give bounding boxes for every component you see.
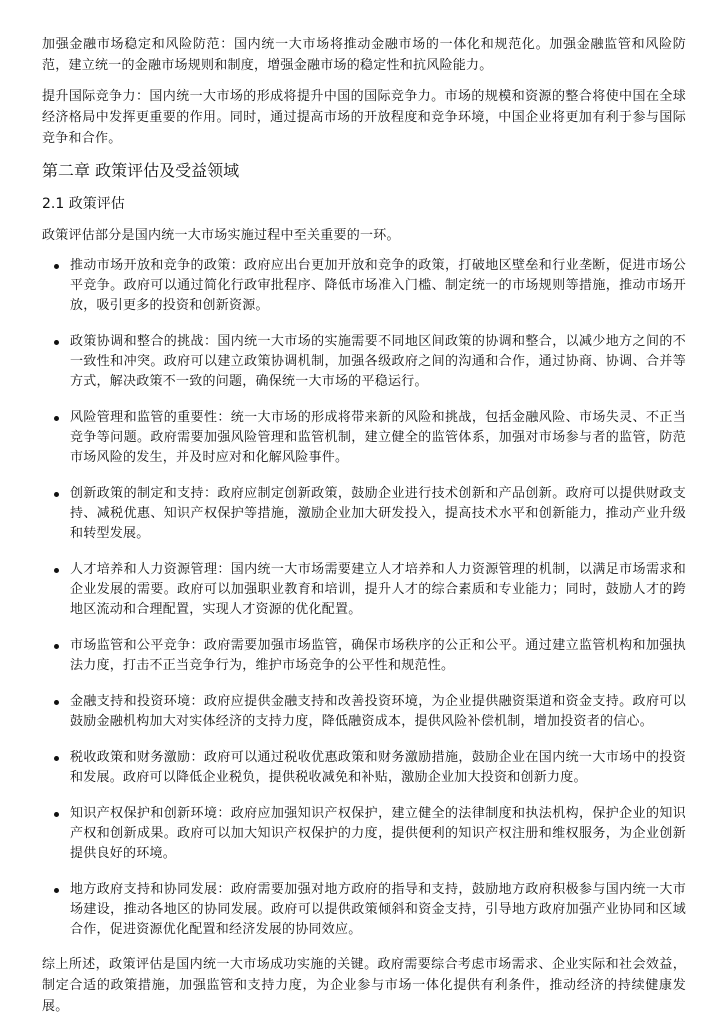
bullet-dot-icon: [54, 340, 59, 345]
list-item-text: 金融支持和投资环境：政府应提供金融支持和改善投资环境，为企业提供融资渠道和资金支持。政府可以鼓励金融机构加大对实体经济的支持力度，降低融资成本，提供风险补偿机制，增加投资者的信心。: [70, 694, 686, 729]
list-item: [42, 408, 686, 468]
list-item: [42, 560, 686, 620]
list-item: [42, 636, 686, 676]
list-item-text: 风险管理和监管的重要性：统一大市场的形成将带来新的风险和挑战，包括金融风险、市场失灵、不正当竞争等问题。政府需要加强风险管理和监管机制，建立健全的监管体系，加强对市场参与者的监管，防范市场风险的发生，并及时应对和化解风险事件。: [70, 410, 686, 465]
bullet-dot-icon: [54, 700, 59, 705]
list-item: [42, 256, 686, 316]
list-item: [42, 804, 686, 864]
chapter-title: 第二章 政策评估及受益领域: [42, 161, 240, 180]
list-item-text: 地方政府支持和协同发展：政府需要加强对地方政府的指导和支持，鼓励地方政府积极参与国内统一大市场建设，推动各地区的协同发展。政府可以提供政策倾斜和资金支持，引导地方政府加强产业协同和区域合作，促进资源优化配置和经济发展的协同效应。: [70, 882, 686, 937]
list-item: [42, 692, 686, 732]
list-item-text: 市场监管和公平竞争：政府需要加强市场监管，确保市场秩序的公正和公平。通过建立监管机构和加强执法力度，打击不正当竞争行为，维护市场竞争的公平性和规范性。: [70, 638, 686, 673]
list-item-text: 知识产权保护和创新环境：政府应加强知识产权保护，建立健全的法律制度和执法机构，保护企业的知识产权和创新成果。政府可以加大知识产权保护的力度，提供便利的知识产权注册和维权服务，为企业创新提供良好的环境。: [70, 806, 686, 861]
paragraph-financial-stability: 加强金融市场稳定和风险防范：国内统一大市场将推动金融市场的一体化和规范化。加强金融监管和风险防范，建立统一的金融市场规则和制度，增强金融市场的稳定性和抗风险能力。: [42, 37, 686, 73]
bullet-dot-icon: [54, 264, 59, 269]
list-item-text: 政策协调和整合的挑战：国内统一大市场的实施需要不同地区间政策的协调和整合，以减少地方之间的不一致性和冲突。政府可以建立政策协调机制，加强各级政府之间的沟通和合作，通过协商、协调、合并等方式，解决政策不一致的问题，确保统一大市场的平稳运行。: [70, 334, 686, 389]
list-item: [42, 484, 686, 544]
list-item-text: 人才培养和人力资源管理：国内统一大市场需要建立人才培养和人力资源管理的机制，以满足市场需求和企业发展的需要。政府可以加强职业教育和培训，提升人才的综合素质和专业能力；同时，鼓励人才的跨地区流动和合理配置，实现人才资源的优化配置。: [70, 562, 686, 617]
bullet-dot-icon: [54, 644, 59, 649]
list-item-text: 创新政策的制定和支持：政府应制定创新政策，鼓励企业进行技术创新和产品创新。政府可以提供财政支持、减税优惠、知识产权保护等措施，激励企业加大研发投入，提高技术水平和创新能力，推动产业升级和转型发展。: [70, 486, 686, 541]
bullet-dot-icon: [54, 756, 59, 761]
list-item: [42, 332, 686, 392]
bullet-dot-icon: [54, 492, 59, 497]
paragraph-international-competitiveness: 提升国际竞争力：国内统一大市场的形成将提升中国的国际竞争力。市场的规模和资源的整合将使中国在全球经济格局中发挥更重要的作用。同时，通过提高市场的开放程度和竞争环境，中国企业将更加有利于参与国际竞争和合作。: [42, 89, 686, 146]
policy-list: [42, 256, 686, 940]
bullet-dot-icon: [54, 416, 59, 421]
bullet-dot-icon: [54, 568, 59, 573]
bullet-dot-icon: [54, 888, 59, 893]
list-item-text: 推动市场开放和竞争的政策：政府应出台更加开放和竞争的政策，打破地区壁垒和行业垄断，促进市场公平竞争。政府可以通过简化行政审批程序、降低市场准入门槛、制定统一的市场规则等措施，推动市场开放，吸引更多的投资和创新资源。: [70, 258, 686, 313]
summary-paragraph: 综上所述，政策评估是国内统一大市场成功实施的关键。政府需要综合考虑市场需求、企业实际和社会效益，制定合适的政策措施，加强监管和支持力度，为企业参与市场一体化提供有利条件，推动经济的持续健康发展。: [42, 957, 686, 1014]
section-title: 2.1 政策评估: [42, 196, 125, 212]
list-item: [42, 748, 686, 788]
list-item: [42, 880, 686, 940]
list-item-text: 税收政策和财务激励：政府可以通过税收优惠政策和财务激励措施，鼓励企业在国内统一大市场中的投资和发展。政府可以降低企业税负，提供税收减免和补贴，激励企业加大投资和创新力度。: [70, 750, 686, 785]
bullet-dot-icon: [54, 812, 59, 817]
section-intro: 政策评估部分是国内统一大市场实施过程中至关重要的一环。: [42, 228, 400, 243]
